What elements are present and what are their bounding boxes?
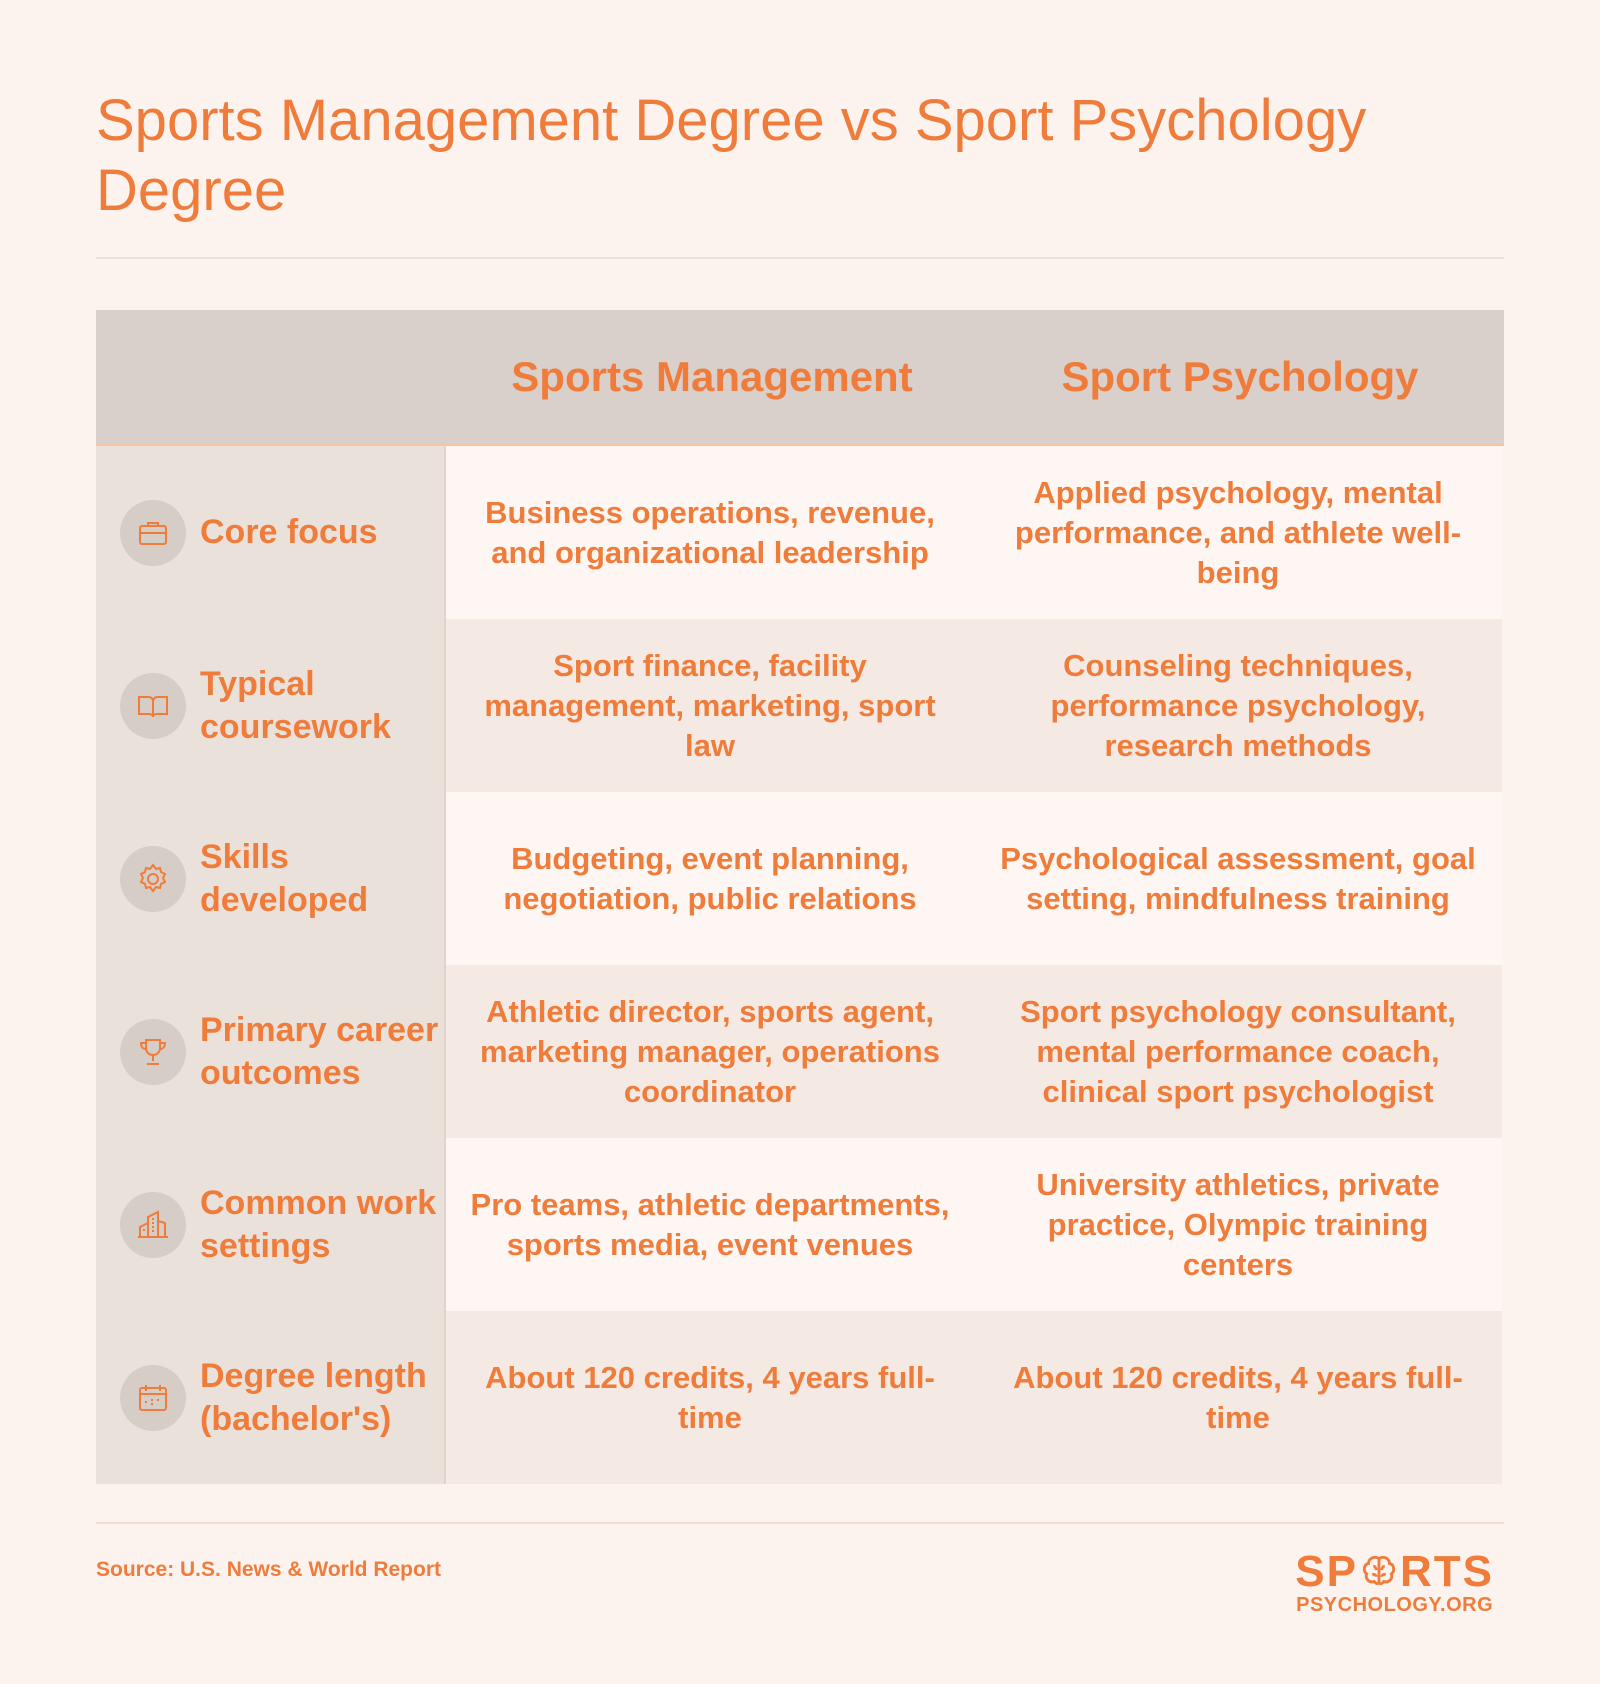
row-label-cell [96, 1311, 446, 1484]
row-label: Typical coursework [200, 664, 391, 746]
cell-management: Pro teams, athletic departments, sports media, event venues [446, 1138, 974, 1311]
cell-psychology: Applied psychology, mental performance, and athlete well-being [974, 446, 1502, 619]
cell-psychology: Sport psychology consultant, mental performance coach, clinical sport psychologist [974, 965, 1502, 1138]
cell-management: Athletic director, sports agent, marketing manager, operations coordinator [446, 965, 974, 1138]
buildings-icon [120, 1192, 186, 1258]
page-title: Sports Management Degree vs Sport Psychology Degree [96, 88, 1367, 223]
cell-management: Budgeting, event planning, negotiation, public relations [446, 792, 974, 965]
table-row [96, 792, 1504, 965]
logo-text-right: RTS [1400, 1547, 1494, 1596]
table-row [96, 446, 1504, 619]
briefcase-icon [120, 500, 186, 566]
cell-psychology: Psychological assessment, goal setting, mindfulness training [974, 792, 1502, 965]
source-note: Source: U.S. News & World Report [96, 1558, 441, 1581]
row-label-cell [96, 792, 446, 965]
cell-psychology: About 120 credits, 4 years full-time [974, 1311, 1502, 1484]
row-label: Core focus [200, 513, 378, 551]
logo-wordmark [1295, 1547, 1494, 1596]
brain-icon [1360, 1553, 1398, 1591]
table-row [96, 1311, 1504, 1484]
table-header [96, 310, 1504, 446]
table-row [96, 965, 1504, 1138]
footer-divider [96, 1522, 1504, 1524]
book-icon [120, 673, 186, 739]
row-label: Degree length (bachelor's) [200, 1356, 427, 1438]
logo-text-left: SP [1295, 1547, 1358, 1596]
cell-management: Sport finance, facility management, marketing, sport law [446, 619, 974, 792]
column-header-psychology: Sport Psychology [1061, 353, 1419, 400]
row-label-cell [96, 965, 446, 1138]
trophy-icon [120, 1019, 186, 1085]
row-label-cell [96, 1138, 446, 1311]
comparison-table [96, 310, 1504, 1484]
table-row [96, 619, 1504, 792]
row-label: Common work settings [200, 1183, 437, 1265]
infographic [96, 0, 1504, 1616]
row-label: Skills developed [200, 837, 369, 919]
row-label: Primary career outcomes [200, 1010, 439, 1092]
cell-psychology: University athletics, private practice, Olympic training centers [974, 1138, 1502, 1311]
row-label-cell [96, 446, 446, 619]
gear-icon [120, 846, 186, 912]
row-label-cell [96, 619, 446, 792]
table-row [96, 1138, 1504, 1311]
brand-logo [1295, 1547, 1494, 1616]
cell-management: Business operations, revenue, and organizational leadership [446, 446, 974, 619]
column-header-management: Sports Management [511, 353, 913, 400]
calendar-icon [120, 1365, 186, 1431]
title-divider [96, 257, 1504, 259]
logo-subtext: PSYCHOLOGY.ORG [1296, 1594, 1494, 1616]
cell-psychology: Counseling techniques, performance psychology, research methods [974, 619, 1502, 792]
cell-management: About 120 credits, 4 years full-time [446, 1311, 974, 1484]
